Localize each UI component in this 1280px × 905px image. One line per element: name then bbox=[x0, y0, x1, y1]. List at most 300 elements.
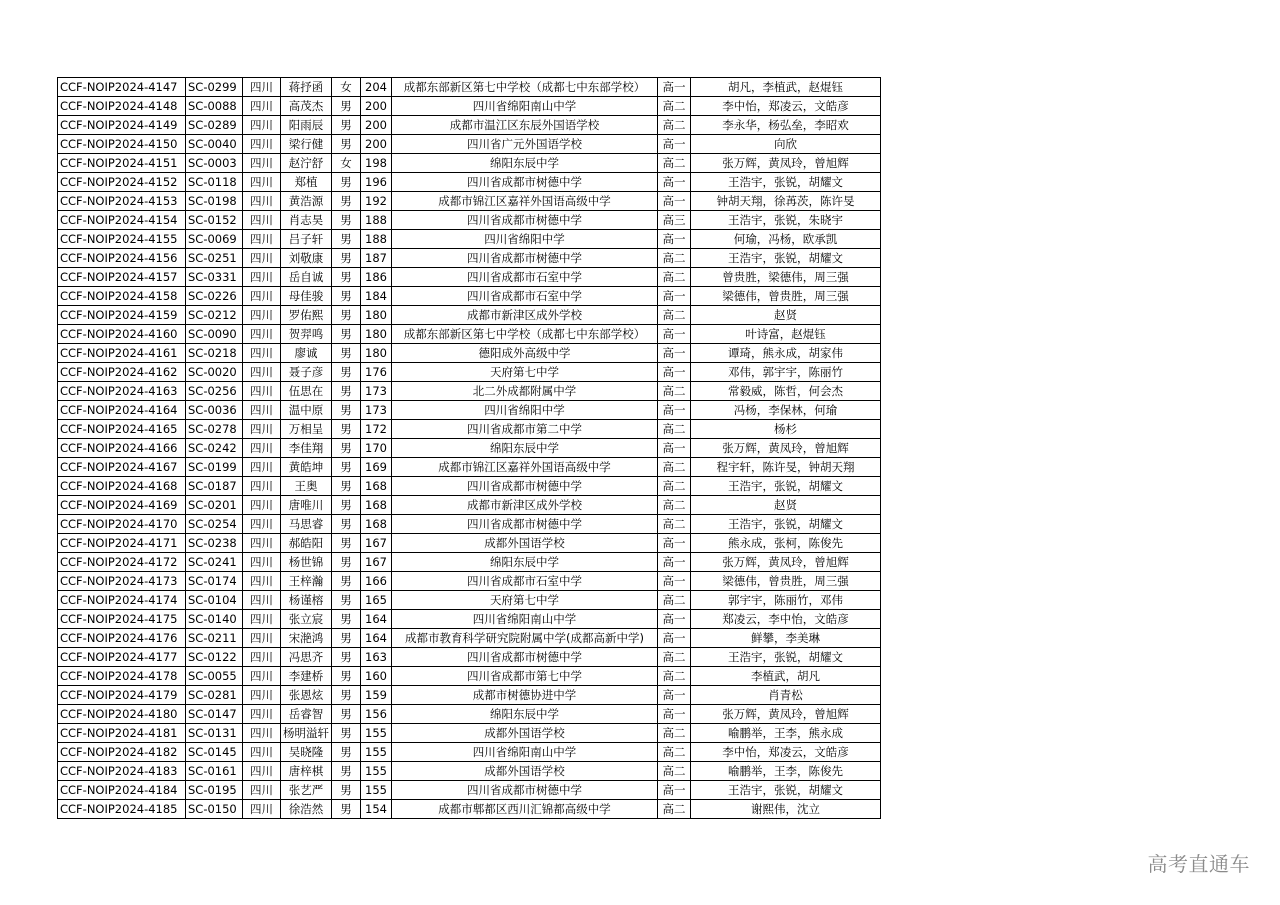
cell-gender: 男 bbox=[332, 705, 361, 724]
cell-coach: 张万辉，黄凤玲，曾旭辉 bbox=[691, 705, 881, 724]
cell-score: 186 bbox=[361, 268, 392, 287]
cell-prov: 四川 bbox=[243, 192, 281, 211]
cell-school: 四川省成都市树德中学 bbox=[392, 648, 658, 667]
cell-school: 北二外成都附属中学 bbox=[392, 382, 658, 401]
cell-grade: 高一 bbox=[658, 363, 691, 382]
cell-gender: 男 bbox=[332, 667, 361, 686]
cell-grade: 高二 bbox=[658, 458, 691, 477]
cell-school: 成都市新津区成外学校 bbox=[392, 496, 658, 515]
cell-name: 梁行健 bbox=[281, 135, 332, 154]
cell-score: 173 bbox=[361, 401, 392, 420]
cell-coach: 张万辉，黄凤玲，曾旭辉 bbox=[691, 154, 881, 173]
cell-name: 万相呈 bbox=[281, 420, 332, 439]
cell-name: 高茂杰 bbox=[281, 97, 332, 116]
cell-id: CCF-NOIP2024-4167 bbox=[58, 458, 186, 477]
cell-prov: 四川 bbox=[243, 762, 281, 781]
cell-name: 阳雨辰 bbox=[281, 116, 332, 135]
cell-score: 155 bbox=[361, 724, 392, 743]
cell-score: 160 bbox=[361, 667, 392, 686]
cell-id: CCF-NOIP2024-4157 bbox=[58, 268, 186, 287]
results-table bbox=[57, 77, 881, 819]
cell-gender: 女 bbox=[332, 78, 361, 97]
cell-name: 赵泞舒 bbox=[281, 154, 332, 173]
table-row bbox=[58, 800, 881, 819]
cell-grade: 高二 bbox=[658, 743, 691, 762]
table-row bbox=[58, 572, 881, 591]
cell-score: 166 bbox=[361, 572, 392, 591]
cell-id: CCF-NOIP2024-4152 bbox=[58, 173, 186, 192]
cell-gender: 男 bbox=[332, 781, 361, 800]
cell-coach: 喻鹏举，王李，熊永成 bbox=[691, 724, 881, 743]
cell-coach: 向欣 bbox=[691, 135, 881, 154]
table-row bbox=[58, 553, 881, 572]
cell-prov: 四川 bbox=[243, 97, 281, 116]
cell-prov: 四川 bbox=[243, 249, 281, 268]
cell-score: 167 bbox=[361, 553, 392, 572]
cell-name: 唐梓棋 bbox=[281, 762, 332, 781]
cell-coach: 冯杨，李保林，何瑜 bbox=[691, 401, 881, 420]
cell-school: 绵阳东辰中学 bbox=[392, 154, 658, 173]
cell-id: CCF-NOIP2024-4169 bbox=[58, 496, 186, 515]
cell-prov: 四川 bbox=[243, 724, 281, 743]
cell-code: SC-0238 bbox=[186, 534, 243, 553]
cell-score: 200 bbox=[361, 116, 392, 135]
cell-code: SC-0226 bbox=[186, 287, 243, 306]
cell-name: 罗佑熙 bbox=[281, 306, 332, 325]
cell-gender: 男 bbox=[332, 363, 361, 382]
cell-coach: 常毅威，陈哲，何会杰 bbox=[691, 382, 881, 401]
cell-id: CCF-NOIP2024-4176 bbox=[58, 629, 186, 648]
cell-coach: 王浩宇，张锐，胡耀文 bbox=[691, 173, 881, 192]
cell-code: SC-0145 bbox=[186, 743, 243, 762]
cell-grade: 高一 bbox=[658, 78, 691, 97]
cell-prov: 四川 bbox=[243, 572, 281, 591]
cell-prov: 四川 bbox=[243, 306, 281, 325]
cell-score: 164 bbox=[361, 610, 392, 629]
cell-name: 杨谨榕 bbox=[281, 591, 332, 610]
cell-school: 四川省绵阳南山中学 bbox=[392, 97, 658, 116]
cell-score: 169 bbox=[361, 458, 392, 477]
cell-id: CCF-NOIP2024-4174 bbox=[58, 591, 186, 610]
cell-gender: 男 bbox=[332, 97, 361, 116]
cell-id: CCF-NOIP2024-4164 bbox=[58, 401, 186, 420]
cell-code: SC-0218 bbox=[186, 344, 243, 363]
cell-score: 163 bbox=[361, 648, 392, 667]
cell-coach: 郭宇宇，陈丽竹，邓伟 bbox=[691, 591, 881, 610]
cell-name: 张恩炫 bbox=[281, 686, 332, 705]
cell-prov: 四川 bbox=[243, 230, 281, 249]
cell-score: 200 bbox=[361, 135, 392, 154]
cell-prov: 四川 bbox=[243, 401, 281, 420]
cell-name: 吕子轩 bbox=[281, 230, 332, 249]
table-row bbox=[58, 496, 881, 515]
cell-coach: 肖青松 bbox=[691, 686, 881, 705]
table-row bbox=[58, 439, 881, 458]
cell-coach: 郑凌云，李中怡，文皓彦 bbox=[691, 610, 881, 629]
cell-id: CCF-NOIP2024-4161 bbox=[58, 344, 186, 363]
cell-grade: 高二 bbox=[658, 800, 691, 819]
cell-code: SC-0069 bbox=[186, 230, 243, 249]
cell-score: 184 bbox=[361, 287, 392, 306]
table-row bbox=[58, 534, 881, 553]
cell-code: SC-0174 bbox=[186, 572, 243, 591]
cell-code: SC-0088 bbox=[186, 97, 243, 116]
cell-coach: 胡凡，李植武，赵焜钰 bbox=[691, 78, 881, 97]
cell-coach: 钟胡天翔，徐苒茨，陈许旻 bbox=[691, 192, 881, 211]
cell-id: CCF-NOIP2024-4154 bbox=[58, 211, 186, 230]
cell-prov: 四川 bbox=[243, 629, 281, 648]
cell-grade: 高二 bbox=[658, 154, 691, 173]
cell-coach: 梁德伟，曾贵胜，周三强 bbox=[691, 572, 881, 591]
cell-score: 155 bbox=[361, 781, 392, 800]
cell-name: 蒋抒函 bbox=[281, 78, 332, 97]
cell-grade: 高三 bbox=[658, 211, 691, 230]
cell-id: CCF-NOIP2024-4160 bbox=[58, 325, 186, 344]
cell-school: 成都东部新区第七中学校（成都七中东部学校） bbox=[392, 78, 658, 97]
table-row bbox=[58, 135, 881, 154]
cell-gender: 男 bbox=[332, 344, 361, 363]
cell-score: 188 bbox=[361, 230, 392, 249]
cell-coach: 何瑜，冯杨，欧承凯 bbox=[691, 230, 881, 249]
cell-prov: 四川 bbox=[243, 287, 281, 306]
cell-id: CCF-NOIP2024-4172 bbox=[58, 553, 186, 572]
cell-score: 188 bbox=[361, 211, 392, 230]
cell-grade: 高二 bbox=[658, 477, 691, 496]
cell-grade: 高一 bbox=[658, 173, 691, 192]
cell-grade: 高一 bbox=[658, 610, 691, 629]
table-row bbox=[58, 743, 881, 762]
cell-name: 聂子彦 bbox=[281, 363, 332, 382]
cell-name: 母佳骏 bbox=[281, 287, 332, 306]
cell-id: CCF-NOIP2024-4148 bbox=[58, 97, 186, 116]
cell-grade: 高一 bbox=[658, 230, 691, 249]
cell-prov: 四川 bbox=[243, 515, 281, 534]
cell-gender: 男 bbox=[332, 800, 361, 819]
cell-school: 四川省绵阳中学 bbox=[392, 401, 658, 420]
cell-coach: 张万辉，黄凤玲，曾旭辉 bbox=[691, 439, 881, 458]
cell-coach: 王浩宇，张锐，胡耀文 bbox=[691, 648, 881, 667]
cell-school: 四川省成都市树德中学 bbox=[392, 781, 658, 800]
cell-name: 黄浩源 bbox=[281, 192, 332, 211]
cell-school: 四川省成都市树德中学 bbox=[392, 249, 658, 268]
cell-grade: 高二 bbox=[658, 420, 691, 439]
cell-school: 天府第七中学 bbox=[392, 363, 658, 382]
cell-school: 四川省绵阳中学 bbox=[392, 230, 658, 249]
cell-code: SC-0118 bbox=[186, 173, 243, 192]
results-table-body bbox=[58, 78, 881, 819]
cell-prov: 四川 bbox=[243, 363, 281, 382]
cell-score: 200 bbox=[361, 97, 392, 116]
cell-grade: 高一 bbox=[658, 534, 691, 553]
cell-prov: 四川 bbox=[243, 648, 281, 667]
cell-code: SC-0187 bbox=[186, 477, 243, 496]
cell-score: 180 bbox=[361, 344, 392, 363]
cell-name: 贺羿鸣 bbox=[281, 325, 332, 344]
cell-gender: 男 bbox=[332, 135, 361, 154]
cell-coach: 曾贵胜，梁德伟，周三强 bbox=[691, 268, 881, 287]
cell-score: 167 bbox=[361, 534, 392, 553]
cell-prov: 四川 bbox=[243, 800, 281, 819]
cell-score: 156 bbox=[361, 705, 392, 724]
cell-school: 成都东部新区第七中学校（成都七中东部学校） bbox=[392, 325, 658, 344]
cell-school: 成都市温江区东辰外国语学校 bbox=[392, 116, 658, 135]
cell-id: CCF-NOIP2024-4147 bbox=[58, 78, 186, 97]
cell-coach: 王浩宇，张锐，胡耀文 bbox=[691, 515, 881, 534]
cell-prov: 四川 bbox=[243, 268, 281, 287]
cell-grade: 高二 bbox=[658, 591, 691, 610]
cell-code: SC-0036 bbox=[186, 401, 243, 420]
table-row bbox=[58, 629, 881, 648]
cell-code: SC-0211 bbox=[186, 629, 243, 648]
table-row bbox=[58, 591, 881, 610]
cell-coach: 程宇轩，陈许旻，钟胡天翔 bbox=[691, 458, 881, 477]
table-row bbox=[58, 154, 881, 173]
cell-gender: 男 bbox=[332, 572, 361, 591]
cell-gender: 男 bbox=[332, 116, 361, 135]
cell-name: 伍思在 bbox=[281, 382, 332, 401]
table-row bbox=[58, 287, 881, 306]
cell-prov: 四川 bbox=[243, 78, 281, 97]
cell-name: 黄皓坤 bbox=[281, 458, 332, 477]
cell-score: 176 bbox=[361, 363, 392, 382]
cell-score: 154 bbox=[361, 800, 392, 819]
cell-id: CCF-NOIP2024-4166 bbox=[58, 439, 186, 458]
cell-name: 张艺严 bbox=[281, 781, 332, 800]
cell-prov: 四川 bbox=[243, 211, 281, 230]
cell-school: 绵阳东辰中学 bbox=[392, 439, 658, 458]
table-row bbox=[58, 705, 881, 724]
cell-gender: 男 bbox=[332, 211, 361, 230]
cell-name: 岳自诚 bbox=[281, 268, 332, 287]
table-row bbox=[58, 78, 881, 97]
cell-school: 四川省成都市树德中学 bbox=[392, 173, 658, 192]
cell-id: CCF-NOIP2024-4158 bbox=[58, 287, 186, 306]
cell-id: CCF-NOIP2024-4159 bbox=[58, 306, 186, 325]
cell-prov: 四川 bbox=[243, 686, 281, 705]
cell-name: 吴晓隆 bbox=[281, 743, 332, 762]
cell-score: 196 bbox=[361, 173, 392, 192]
cell-code: SC-0040 bbox=[186, 135, 243, 154]
cell-prov: 四川 bbox=[243, 705, 281, 724]
cell-code: SC-0212 bbox=[186, 306, 243, 325]
cell-gender: 男 bbox=[332, 306, 361, 325]
table-row bbox=[58, 458, 881, 477]
table-row bbox=[58, 648, 881, 667]
table-row bbox=[58, 610, 881, 629]
cell-prov: 四川 bbox=[243, 325, 281, 344]
cell-school: 绵阳东辰中学 bbox=[392, 553, 658, 572]
cell-gender: 男 bbox=[332, 477, 361, 496]
cell-gender: 男 bbox=[332, 686, 361, 705]
cell-code: SC-0152 bbox=[186, 211, 243, 230]
table-row bbox=[58, 211, 881, 230]
cell-coach: 鲜攀，李美琳 bbox=[691, 629, 881, 648]
table-row bbox=[58, 116, 881, 135]
cell-id: CCF-NOIP2024-4181 bbox=[58, 724, 186, 743]
cell-school: 四川省广元外国语学校 bbox=[392, 135, 658, 154]
cell-code: SC-0299 bbox=[186, 78, 243, 97]
cell-school: 成都市教育科学研究院附属中学(成都高新中学) bbox=[392, 629, 658, 648]
cell-school: 成都市树德协进中学 bbox=[392, 686, 658, 705]
table-row bbox=[58, 268, 881, 287]
table-row bbox=[58, 401, 881, 420]
cell-id: CCF-NOIP2024-4179 bbox=[58, 686, 186, 705]
cell-grade: 高二 bbox=[658, 382, 691, 401]
cell-coach: 赵贤 bbox=[691, 496, 881, 515]
cell-code: SC-0147 bbox=[186, 705, 243, 724]
cell-code: SC-0195 bbox=[186, 781, 243, 800]
cell-score: 155 bbox=[361, 762, 392, 781]
cell-grade: 高二 bbox=[658, 249, 691, 268]
cell-grade: 高二 bbox=[658, 667, 691, 686]
cell-code: SC-0281 bbox=[186, 686, 243, 705]
cell-school: 四川省成都市树德中学 bbox=[392, 515, 658, 534]
cell-school: 四川省成都市石室中学 bbox=[392, 572, 658, 591]
table-row bbox=[58, 382, 881, 401]
table-row bbox=[58, 344, 881, 363]
watermark-text: 高考直通车 bbox=[1147, 852, 1250, 876]
table-row bbox=[58, 686, 881, 705]
cell-coach: 李植武，胡凡 bbox=[691, 667, 881, 686]
table-row bbox=[58, 762, 881, 781]
cell-score: 159 bbox=[361, 686, 392, 705]
cell-name: 杨世锦 bbox=[281, 553, 332, 572]
cell-code: SC-0090 bbox=[186, 325, 243, 344]
cell-name: 郝皓阳 bbox=[281, 534, 332, 553]
cell-school: 成都市锦江区嘉祥外国语高级中学 bbox=[392, 192, 658, 211]
cell-id: CCF-NOIP2024-4185 bbox=[58, 800, 186, 819]
cell-code: SC-0256 bbox=[186, 382, 243, 401]
cell-prov: 四川 bbox=[243, 344, 281, 363]
cell-id: CCF-NOIP2024-4170 bbox=[58, 515, 186, 534]
cell-code: SC-0251 bbox=[186, 249, 243, 268]
cell-school: 四川省成都市石室中学 bbox=[392, 287, 658, 306]
cell-id: CCF-NOIP2024-4165 bbox=[58, 420, 186, 439]
cell-grade: 高一 bbox=[658, 553, 691, 572]
cell-grade: 高一 bbox=[658, 439, 691, 458]
cell-prov: 四川 bbox=[243, 591, 281, 610]
cell-id: CCF-NOIP2024-4182 bbox=[58, 743, 186, 762]
cell-code: SC-0104 bbox=[186, 591, 243, 610]
table-row bbox=[58, 249, 881, 268]
cell-school: 成都外国语学校 bbox=[392, 724, 658, 743]
table-row bbox=[58, 420, 881, 439]
table-row bbox=[58, 97, 881, 116]
cell-id: CCF-NOIP2024-4163 bbox=[58, 382, 186, 401]
cell-code: SC-0150 bbox=[186, 800, 243, 819]
table-row bbox=[58, 192, 881, 211]
cell-name: 徐浩然 bbox=[281, 800, 332, 819]
cell-grade: 高一 bbox=[658, 629, 691, 648]
cell-grade: 高二 bbox=[658, 306, 691, 325]
cell-score: 155 bbox=[361, 743, 392, 762]
cell-school: 成都外国语学校 bbox=[392, 534, 658, 553]
cell-score: 168 bbox=[361, 496, 392, 515]
cell-score: 172 bbox=[361, 420, 392, 439]
cell-grade: 高一 bbox=[658, 401, 691, 420]
cell-score: 168 bbox=[361, 477, 392, 496]
cell-coach: 张万辉，黄凤玲，曾旭辉 bbox=[691, 553, 881, 572]
cell-score: 173 bbox=[361, 382, 392, 401]
cell-grade: 高一 bbox=[658, 135, 691, 154]
cell-school: 四川省成都市第二中学 bbox=[392, 420, 658, 439]
table-row bbox=[58, 477, 881, 496]
cell-id: CCF-NOIP2024-4177 bbox=[58, 648, 186, 667]
cell-code: SC-0289 bbox=[186, 116, 243, 135]
cell-school: 成都市郫都区西川汇锦都高级中学 bbox=[392, 800, 658, 819]
table-row bbox=[58, 173, 881, 192]
cell-id: CCF-NOIP2024-4180 bbox=[58, 705, 186, 724]
cell-code: SC-0140 bbox=[186, 610, 243, 629]
cell-school: 德阳成外高级中学 bbox=[392, 344, 658, 363]
cell-gender: 男 bbox=[332, 648, 361, 667]
cell-gender: 男 bbox=[332, 743, 361, 762]
table-row bbox=[58, 363, 881, 382]
cell-prov: 四川 bbox=[243, 667, 281, 686]
cell-coach: 赵贤 bbox=[691, 306, 881, 325]
cell-gender: 男 bbox=[332, 287, 361, 306]
cell-name: 宋滟鸿 bbox=[281, 629, 332, 648]
cell-gender: 男 bbox=[332, 192, 361, 211]
cell-coach: 王浩宇，张锐，胡耀文 bbox=[691, 477, 881, 496]
cell-grade: 高一 bbox=[658, 192, 691, 211]
cell-grade: 高一 bbox=[658, 325, 691, 344]
cell-school: 四川省成都市石室中学 bbox=[392, 268, 658, 287]
cell-grade: 高一 bbox=[658, 781, 691, 800]
cell-coach: 王浩宇，张锐，胡耀文 bbox=[691, 781, 881, 800]
cell-id: CCF-NOIP2024-4150 bbox=[58, 135, 186, 154]
cell-name: 马思睿 bbox=[281, 515, 332, 534]
cell-id: CCF-NOIP2024-4178 bbox=[58, 667, 186, 686]
cell-name: 温中原 bbox=[281, 401, 332, 420]
cell-coach: 王浩宇，张锐，朱晓宇 bbox=[691, 211, 881, 230]
cell-prov: 四川 bbox=[243, 477, 281, 496]
cell-name: 王梓瀚 bbox=[281, 572, 332, 591]
cell-id: CCF-NOIP2024-4153 bbox=[58, 192, 186, 211]
cell-gender: 男 bbox=[332, 629, 361, 648]
cell-grade: 高二 bbox=[658, 648, 691, 667]
cell-school: 成都市锦江区嘉祥外国语高级中学 bbox=[392, 458, 658, 477]
cell-prov: 四川 bbox=[243, 154, 281, 173]
cell-grade: 高二 bbox=[658, 515, 691, 534]
cell-gender: 男 bbox=[332, 230, 361, 249]
table-row bbox=[58, 724, 881, 743]
cell-gender: 男 bbox=[332, 249, 361, 268]
cell-prov: 四川 bbox=[243, 781, 281, 800]
cell-code: SC-0003 bbox=[186, 154, 243, 173]
cell-code: SC-0199 bbox=[186, 458, 243, 477]
cell-code: SC-0122 bbox=[186, 648, 243, 667]
cell-school: 四川省成都市树德中学 bbox=[392, 211, 658, 230]
cell-id: CCF-NOIP2024-4173 bbox=[58, 572, 186, 591]
cell-id: CCF-NOIP2024-4183 bbox=[58, 762, 186, 781]
cell-gender: 男 bbox=[332, 591, 361, 610]
cell-gender: 男 bbox=[332, 496, 361, 515]
cell-prov: 四川 bbox=[243, 420, 281, 439]
cell-code: SC-0254 bbox=[186, 515, 243, 534]
cell-prov: 四川 bbox=[243, 610, 281, 629]
cell-prov: 四川 bbox=[243, 496, 281, 515]
cell-grade: 高二 bbox=[658, 97, 691, 116]
cell-coach: 梁德伟，曾贵胜，周三强 bbox=[691, 287, 881, 306]
cell-gender: 男 bbox=[332, 610, 361, 629]
cell-gender: 男 bbox=[332, 534, 361, 553]
cell-coach: 李中怡，郑凌云，文皓彦 bbox=[691, 97, 881, 116]
cell-coach: 谭琦，熊永成，胡家伟 bbox=[691, 344, 881, 363]
cell-name: 李佳翔 bbox=[281, 439, 332, 458]
cell-gender: 男 bbox=[332, 458, 361, 477]
cell-name: 岳睿智 bbox=[281, 705, 332, 724]
